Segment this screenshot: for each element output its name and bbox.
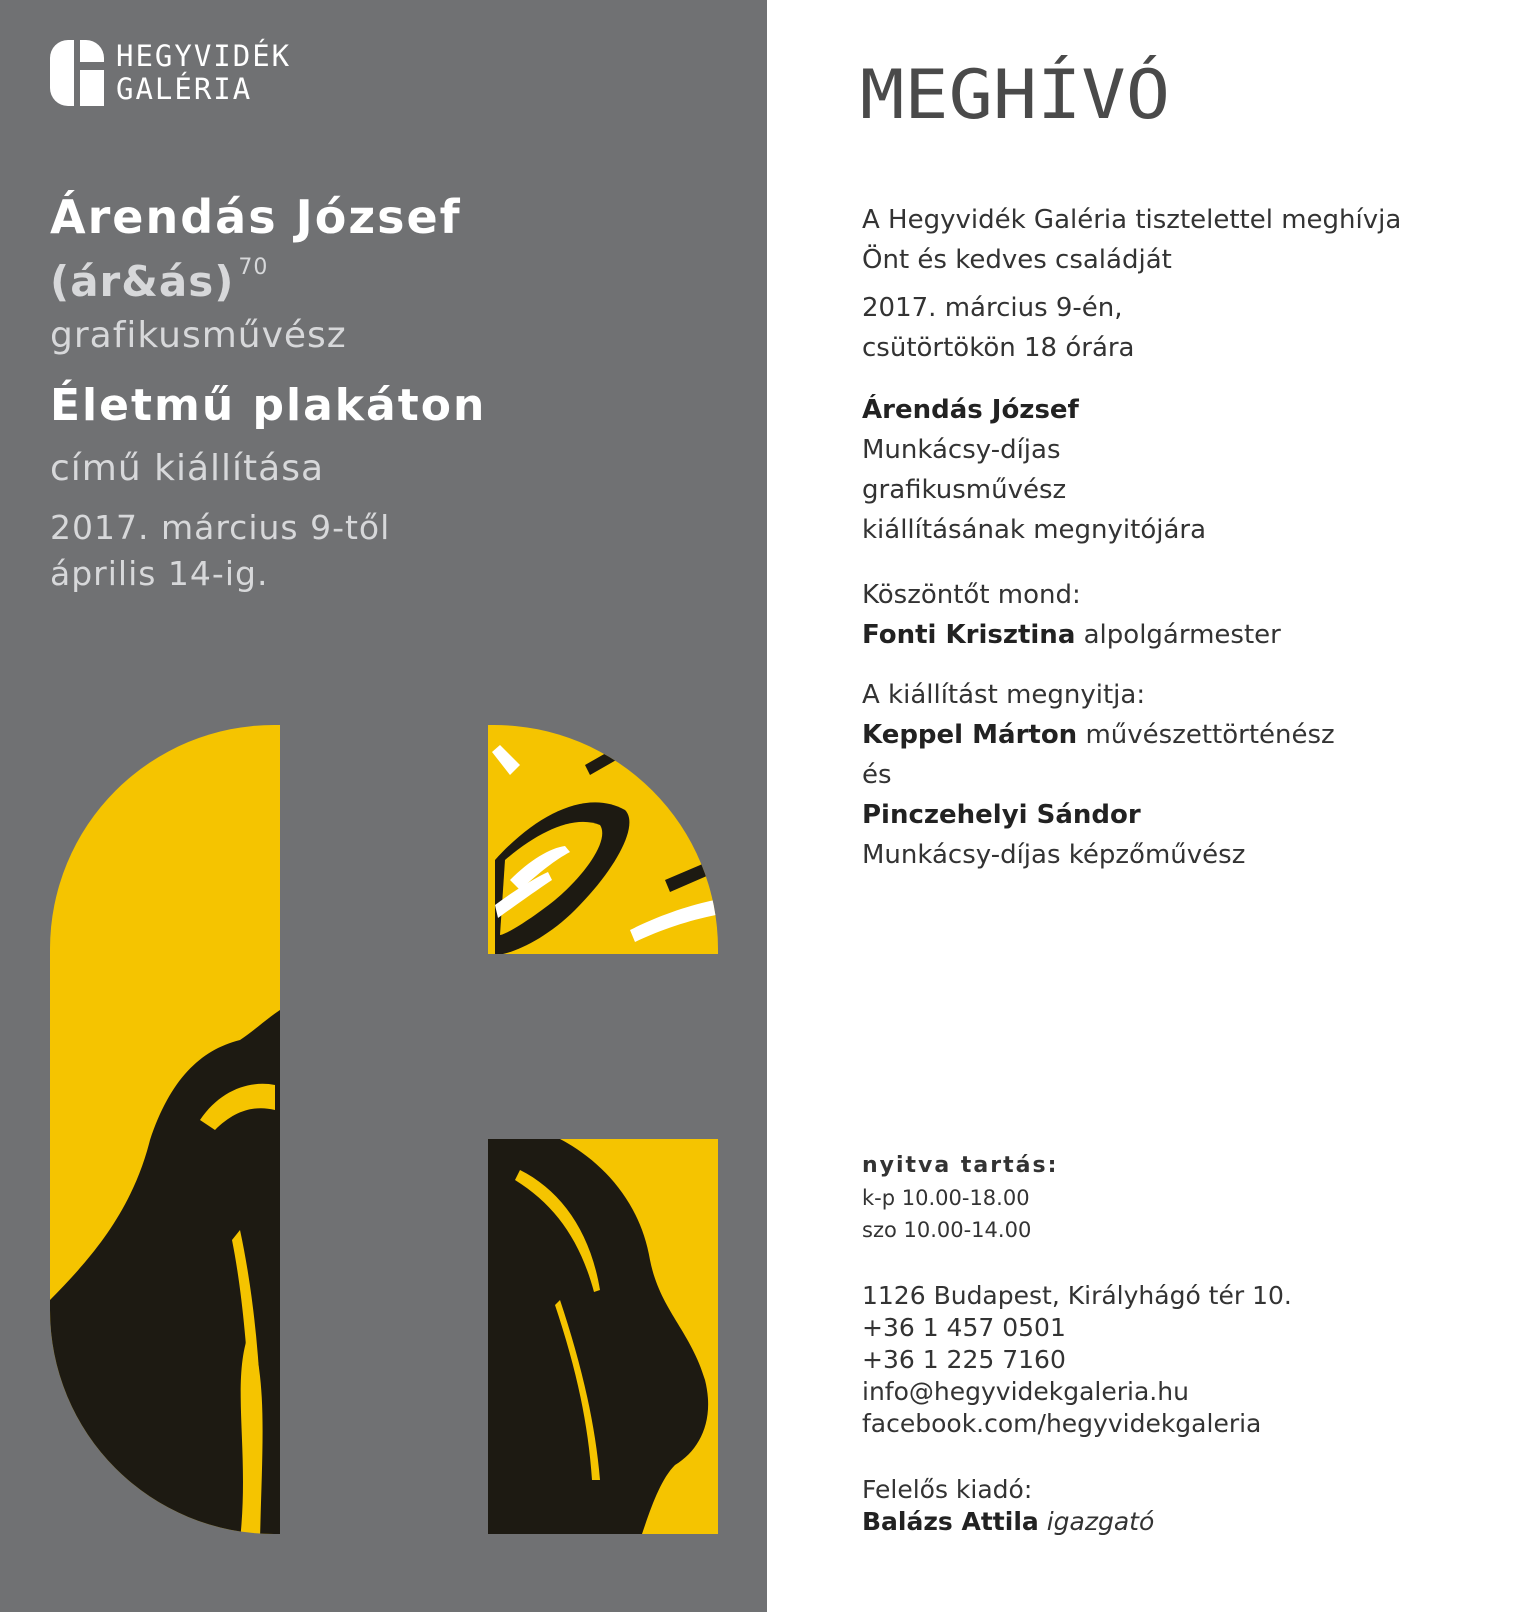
event-date-line2: csütörtökön 18 órára [862,333,1135,363]
alias-text: (ár&ás) [50,257,235,306]
phone2: +36 1 225 7160 [862,1345,1066,1374]
greeting-name: Fonti Krisztina [862,620,1076,650]
publisher-name: Balázs Attila [862,1507,1039,1536]
invite-line1: A Hegyvidék Galéria tisztelettel meghívja [862,205,1402,235]
address: 1126 Budapest, Királyhágó tér 10. [862,1281,1292,1310]
invitation-title [860,52,1180,132]
opening-hours [862,1150,1058,1246]
greeting-block [862,575,1281,655]
phone1: +36 1 457 0501 [862,1313,1066,1342]
artist-block-name [862,390,1206,430]
poster-left-block [0,700,300,1560]
greeting-label: Köszöntőt mond: [862,580,1081,610]
invitation-title-text: MEGHÍVÓ [860,56,1147,132]
facebook-link[interactable]: facebook.com/hegyvidekgaleria [862,1409,1262,1438]
invite-line2: Önt és kedves családját [862,245,1172,275]
contact-block [862,1280,1292,1440]
poster-artwork [0,0,767,1612]
left-panel [0,0,767,1612]
opener1-name: Keppel Márton [862,720,1078,750]
publisher-line [862,1506,1154,1538]
exhibition-title: Életmű plakáton [50,380,487,431]
artist-name-right: Árendás József [862,395,1079,425]
opener-and: és [862,760,892,790]
opener-block [862,675,1335,875]
logo-line2: GALÉRIA [116,72,253,106]
alias-superscript: 70 [238,255,269,280]
email-link[interactable]: info@hegyvidekgaleria.hu [862,1377,1189,1406]
hours-weekday: k-p 10.00-18.00 [862,1186,1030,1210]
hours-saturday: szo 10.00-14.00 [862,1218,1032,1242]
opener1-line [862,715,1335,755]
poster-bottom-right-block [480,1130,730,1550]
event-date-line1: 2017. március 9-én, [862,293,1123,323]
hours-title: nyitva tartás: [862,1153,1059,1178]
poster-top-right-block [480,720,730,960]
exhibition-suffix: című kiállítása [50,448,325,489]
opener2-name: Pinczehelyi Sándor [862,800,1141,830]
artist-role: grafikusművész [50,315,347,356]
date-from: 2017. március 9-től [50,508,391,547]
greeting-line [862,615,1281,655]
publisher-label: Felelős kiadó: [862,1475,1033,1504]
artist-name: Árendás József [50,190,462,244]
opener-label: A kiállítást megnyitja: [862,680,1146,710]
opener2-line [862,795,1335,835]
greeting-title: alpolgármester [1083,620,1281,650]
opener1-title: művészettörténész [1085,720,1335,750]
logo-line1: HEGYVIDÉK [116,39,292,73]
artist-desc3: kiállításának megnyitójára [862,515,1207,545]
event-date [862,288,1135,368]
invite-text [862,200,1401,280]
artist-desc1: Munkácsy-díjas [862,435,1061,465]
publisher-block [862,1474,1154,1538]
opener2-title: Munkácsy-díjas képzőművész [862,840,1246,870]
publisher-title: igazgató [1046,1507,1155,1536]
artist-desc2: grafikusművész [862,475,1067,505]
date-to: április 14-ig. [50,554,269,593]
artist-block [862,390,1206,550]
